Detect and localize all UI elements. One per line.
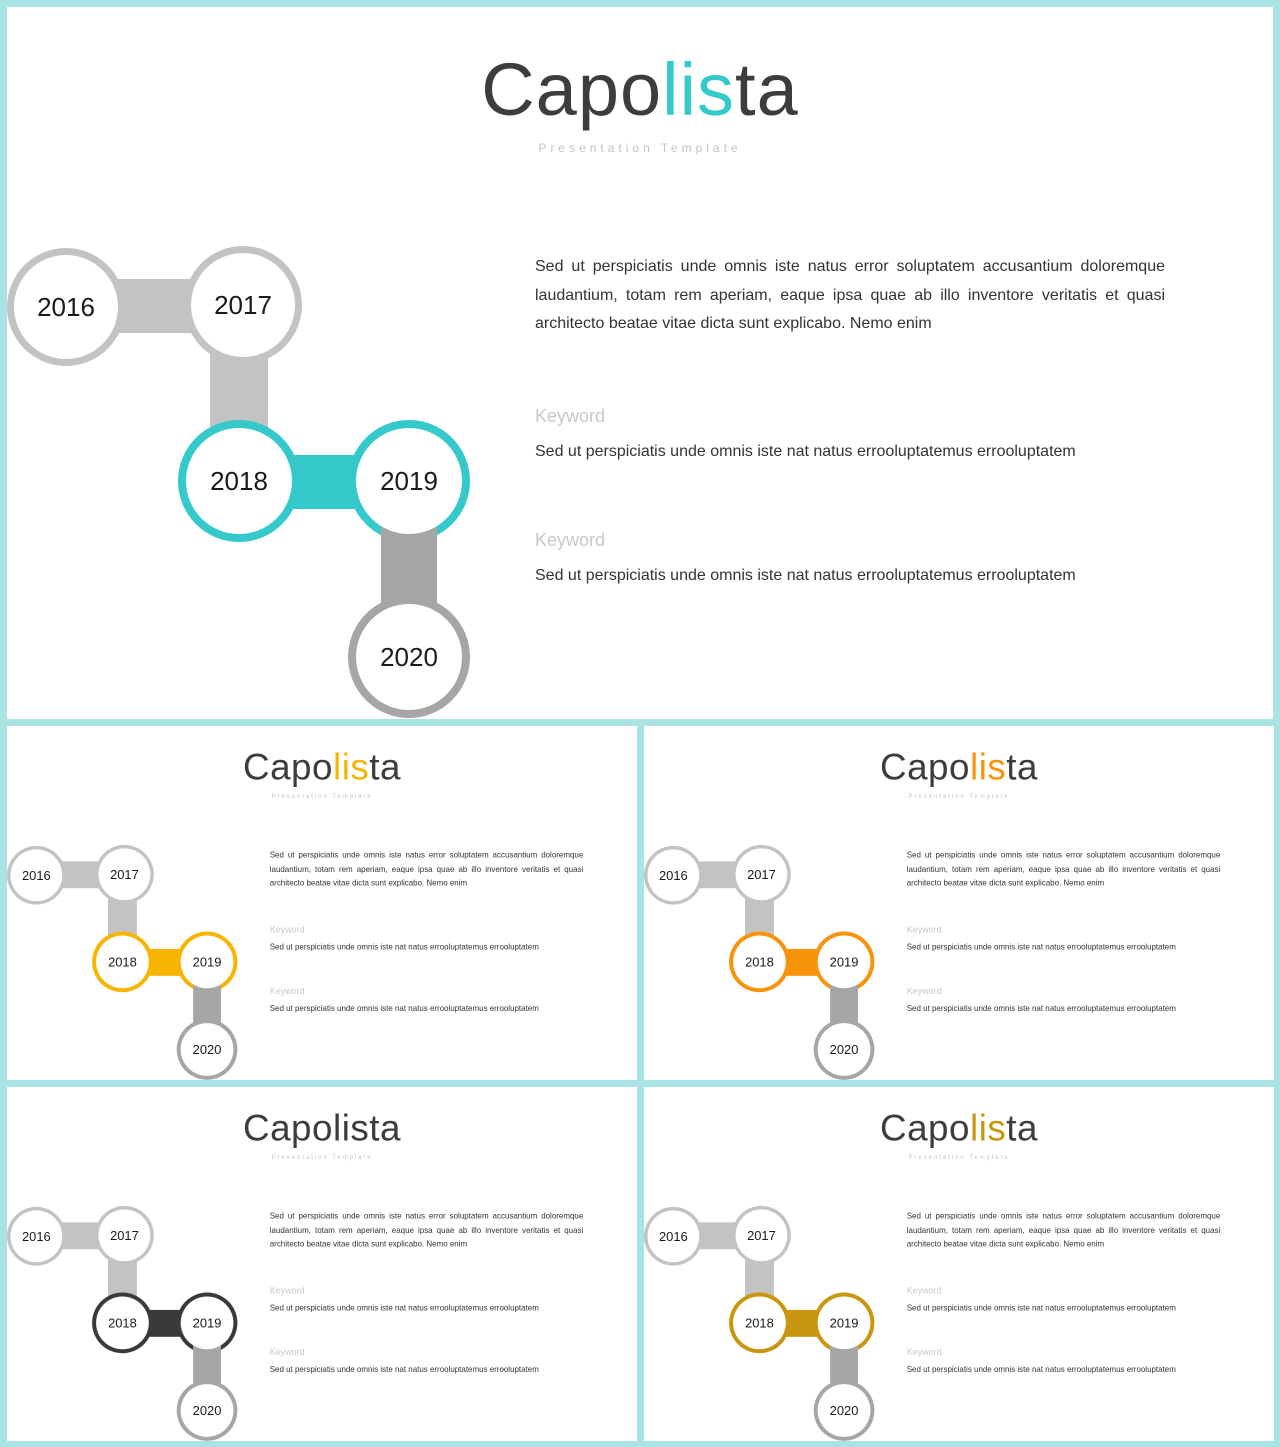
year-label-2019: 2019	[380, 466, 438, 496]
timeline-diagram	[7, 726, 266, 1080]
description-paragraph: Sed ut perspiciatis unde omnis iste natus error soluptatem accusantium doloremque laudantium, totam rem aperiam, eaque ipsa quae ab illo inventore veritatis et quasi architecto beatae vitae dicta sunt explicabo. Nemo enim	[269, 1211, 584, 1249]
title-highlight: lis	[970, 1107, 1007, 1149]
timeline-diagram	[644, 1087, 903, 1441]
slide-subtitle: Presentation Template	[908, 1153, 1010, 1161]
keyword-heading-1: Keyword	[906, 1285, 942, 1296]
year-label-2020: 2020	[380, 642, 438, 672]
title-suffix: ta	[1006, 1107, 1038, 1149]
timeline-diagram	[7, 7, 527, 719]
keyword-text-2: Sed ut perspiciatis unde omnis iste nat natus errooluptatemus errooluptatem	[269, 1365, 539, 1375]
title-prefix: Capo	[481, 48, 663, 131]
keyword-text-1: Sed ut perspiciatis unde omnis iste nat natus errooluptatemus errooluptatem	[269, 1303, 539, 1313]
year-label-2018: 2018	[108, 1315, 137, 1331]
keyword-heading-2: Keyword	[906, 1347, 942, 1358]
year-label-2016: 2016	[21, 1228, 51, 1244]
year-label-2017: 2017	[110, 866, 139, 882]
description-paragraph: Sed ut perspiciatis unde omnis iste natus error soluptatem accusantium doloremque laudantium, totam rem aperiam, eaque ipsa quae ab illo inventore veritatis et quasi architecto beatae vitae dicta sunt explicabo. Nemo enim	[269, 850, 584, 888]
keyword-heading-1: Keyword	[535, 406, 606, 426]
title-prefix: Capo	[242, 1107, 334, 1149]
year-label-2020: 2020	[192, 1402, 222, 1418]
slide-variant-yellow	[7, 726, 637, 1080]
year-label-2016: 2016	[21, 867, 51, 883]
keyword-heading-1: Keyword	[269, 924, 305, 935]
keyword-text-1: Sed ut perspiciatis unde omnis iste nat natus errooluptatemus errooluptatem	[906, 1303, 1176, 1313]
year-label-2018: 2018	[745, 1315, 774, 1331]
year-label-2017: 2017	[110, 1227, 139, 1243]
slide-content	[644, 726, 1274, 1080]
title-suffix: ta	[369, 1107, 401, 1149]
keyword-text-2: Sed ut perspiciatis unde omnis iste nat natus errooluptatemus errooluptatem	[906, 1365, 1176, 1375]
keyword-text-1: Sed ut perspiciatis unde omnis iste nat natus errooluptatemus errooluptatem	[906, 942, 1176, 952]
keyword-text-2: Sed ut perspiciatis unde omnis iste nat natus errooluptatemus errooluptatem	[906, 1004, 1176, 1014]
slide-content	[7, 7, 1273, 719]
keyword-heading-1: Keyword	[906, 924, 942, 935]
slide-subtitle: Presentation Template	[908, 792, 1010, 800]
keyword-text-2: Sed ut perspiciatis unde omnis iste nat natus errooluptatemus errooluptatem	[535, 567, 1076, 584]
description-paragraph: Sed ut perspiciatis unde omnis iste natus error soluptatem accusantium doloremque laudantium, totam rem aperiam, eaque ipsa quae ab illo inventore veritatis et quasi architecto beatae vitae dicta sunt explicabo. Nemo enim	[535, 258, 1165, 332]
title-suffix: ta	[1006, 746, 1038, 788]
year-label-2017: 2017	[747, 1227, 776, 1243]
year-label-2017: 2017	[214, 290, 272, 320]
title-highlight: lis	[662, 48, 736, 131]
year-label-2020: 2020	[829, 1402, 859, 1418]
year-label-2020: 2020	[829, 1041, 859, 1057]
timeline-diagram	[7, 1087, 266, 1441]
slide-subtitle: Presentation Template	[538, 141, 742, 155]
slide-subtitle: Presentation Template	[271, 1153, 373, 1161]
slide-variant-dark	[7, 1087, 637, 1441]
slide-variant-orange	[644, 726, 1274, 1080]
year-label-2019: 2019	[829, 1315, 859, 1331]
slide-variant-gold	[644, 1087, 1274, 1441]
year-label-2019: 2019	[192, 954, 222, 970]
year-label-2018: 2018	[210, 466, 268, 496]
slide-content	[7, 1087, 637, 1441]
title-suffix: ta	[735, 48, 799, 131]
description-paragraph: Sed ut perspiciatis unde omnis iste natus error soluptatem accusantium doloremque laudantium, totam rem aperiam, eaque ipsa quae ab illo inventore veritatis et quasi architecto beatae vitae dicta sunt explicabo. Nemo enim	[906, 1211, 1221, 1249]
slide-content	[7, 726, 637, 1080]
year-label-2017: 2017	[747, 866, 776, 882]
year-label-2019: 2019	[829, 954, 859, 970]
year-label-2018: 2018	[108, 954, 137, 970]
title-prefix: Capo	[242, 746, 334, 788]
keyword-text-2: Sed ut perspiciatis unde omnis iste nat natus errooluptatemus errooluptatem	[269, 1004, 539, 1014]
year-label-2016: 2016	[37, 292, 95, 322]
year-label-2018: 2018	[745, 954, 774, 970]
year-label-2020: 2020	[192, 1041, 222, 1057]
title-prefix: Capo	[879, 746, 971, 788]
keyword-heading-2: Keyword	[269, 1347, 305, 1358]
title-highlight: lis	[333, 746, 370, 788]
timeline-diagram	[644, 726, 903, 1080]
keyword-text-1: Sed ut perspiciatis unde omnis iste nat natus errooluptatemus errooluptatem	[269, 942, 539, 952]
title-prefix: Capo	[879, 1107, 971, 1149]
title-highlight: lis	[333, 1107, 370, 1149]
keyword-heading-1: Keyword	[269, 1285, 305, 1296]
title-suffix: ta	[369, 746, 401, 788]
keyword-heading-2: Keyword	[535, 530, 606, 550]
year-label-2016: 2016	[658, 1228, 688, 1244]
description-paragraph: Sed ut perspiciatis unde omnis iste natus error soluptatem accusantium doloremque laudantium, totam rem aperiam, eaque ipsa quae ab illo inventore veritatis et quasi architecto beatae vitae dicta sunt explicabo. Nemo enim	[906, 850, 1221, 888]
title-highlight: lis	[970, 746, 1007, 788]
keyword-text-1: Sed ut perspiciatis unde omnis iste nat natus errooluptatemus errooluptatem	[535, 443, 1076, 460]
slide-content	[644, 1087, 1274, 1441]
keyword-heading-2: Keyword	[269, 986, 305, 997]
year-label-2016: 2016	[658, 867, 688, 883]
keyword-heading-2: Keyword	[906, 986, 942, 997]
slide-subtitle: Presentation Template	[271, 792, 373, 800]
year-label-2019: 2019	[192, 1315, 222, 1331]
slide-main	[7, 7, 1273, 719]
